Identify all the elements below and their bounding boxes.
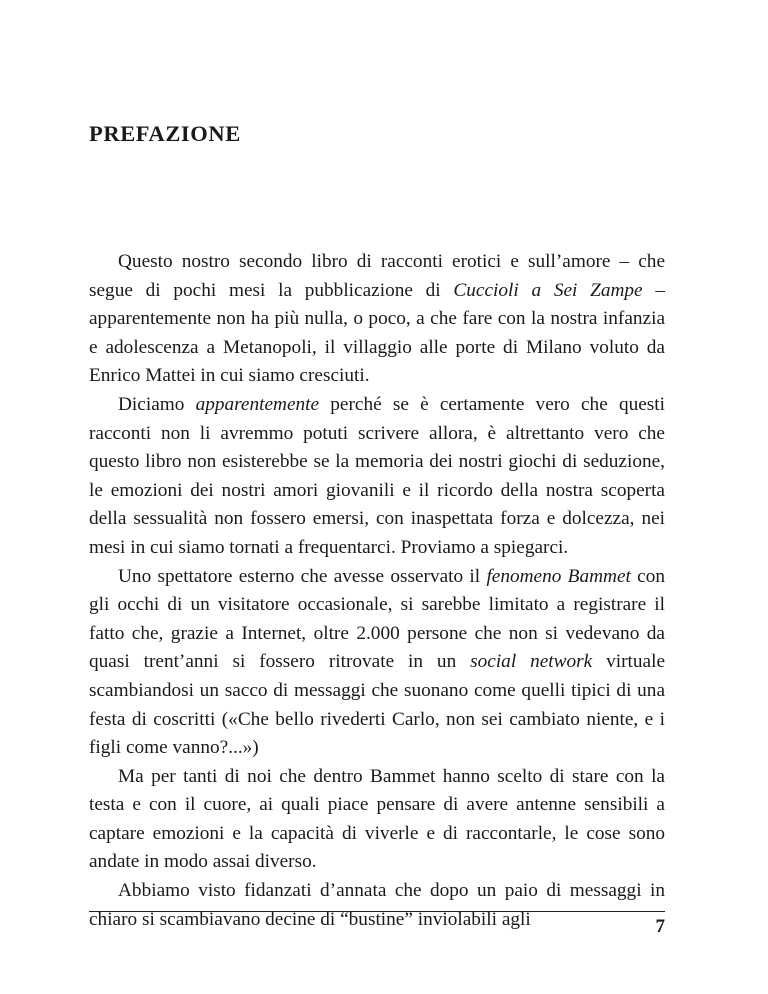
paragraph (89, 391, 665, 563)
paragraph-text: con gli occhi di un visitatore occasionale, si sarebbe limitato a registrare il fatto che, grazie a Internet, oltre 2.000 persone che non si vedevano da quasi trent’anni si fossero ritrovate in un (89, 565, 665, 673)
paragraph (89, 763, 665, 877)
body-text (89, 248, 665, 934)
paragraph-text: perché se è certamente vero che questi racconti non li avremmo potuti scrivere allora, è altrettanto vero che questo libro non esisterebbe se la memoria dei nostri giochi di seduzione, le emozioni dei nostri amori giovanili e il ricordo della nostra scoperta della sessualità non fossero emersi, con inaspettata forza e dolcezza, nei mesi in cui siamo tornati a frequentarci. Proviamo a spiegarci. (89, 393, 665, 558)
chapter-title: PREFAZIONE (89, 121, 241, 146)
italic-text: social network (470, 651, 593, 673)
italic-text: Cuccioli a Sei Zampe (453, 279, 643, 301)
paragraph-text: – apparentemente non ha più nulla, o poco, a che fare con la nostra infanzia e adolescenza a Metanopoli, il villaggio alle porte di Milano voluto da Enrico Mattei in cui siamo cresciuti. (89, 279, 666, 387)
paragraph-text: Abbiamo visto fidanzati d’annata che dopo un paio di messaggi in chiaro si scambiavano decine di “bustine” inviolabili agli (89, 880, 665, 930)
paragraph (89, 877, 665, 934)
paragraph-text: Uno spettatore esterno che avesse osservato il (118, 565, 487, 587)
paragraph (89, 248, 665, 391)
paragraph-text: virtuale scambiandosi un sacco di messaggi che suonano come quelli tipici di una festa di coscritti («Che bello rivederti Carlo, non sei cambiato niente, e i figli come vanno?...») (89, 651, 666, 759)
page-number: 7 (655, 916, 665, 937)
italic-text: fenomeno Bammet (486, 565, 631, 587)
paragraph-text: Ma per tanti di noi che dentro Bammet hanno scelto di stare con la testa e con il cuore, ai quali piace pensare di avere antenne sensibili a captare emozioni e la capacità di viverle e di raccontarle, le cose sono andate in modo assai diverso. (89, 765, 665, 873)
footer-rule (89, 911, 665, 912)
paragraph (89, 563, 665, 763)
italic-text: apparentemente (195, 393, 320, 415)
paragraph-text: Diciamo (118, 393, 196, 415)
paragraph-text: Questo nostro secondo libro di racconti erotici e sull’amore – che segue di pochi mesi la pubblicazione di (89, 251, 665, 301)
